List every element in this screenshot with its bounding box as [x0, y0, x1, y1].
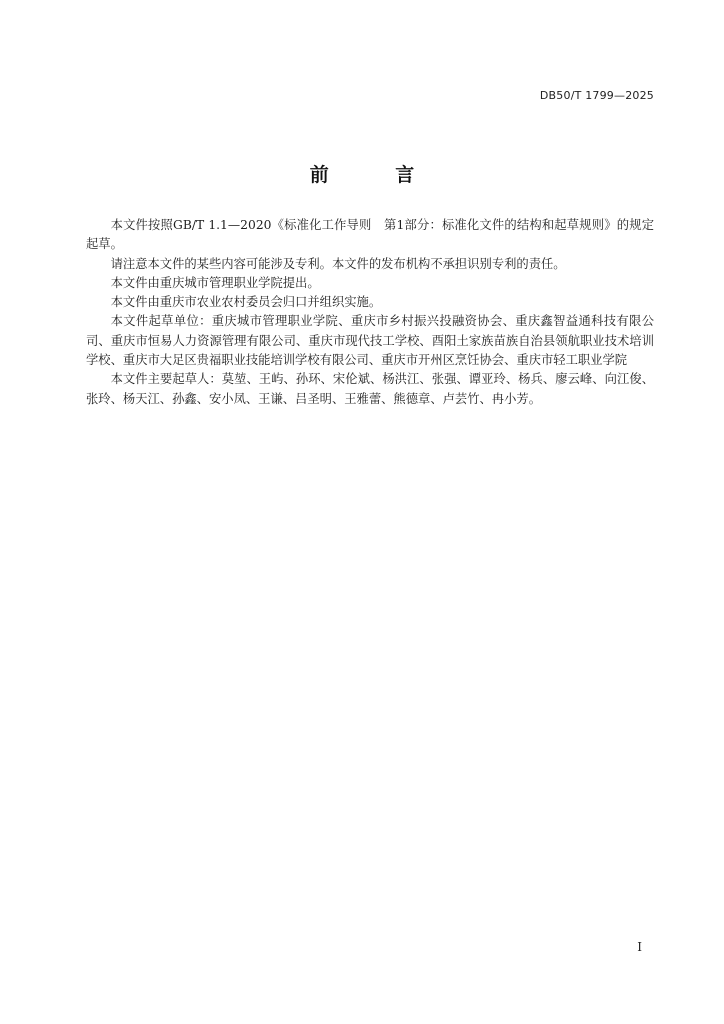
paragraph-drafting-units: 本文件起草单位：重庆城市管理职业学院、重庆市乡村振兴投融资协会、重庆鑫智益通科技有限公司、重庆市恒易人力资源管理有限公司、重庆市现代技工学校、酉阳土家族苗族自治县领航职业技术培训学校、重庆市大足区贵福职业技能培训学校有限公司、重庆市开州区烹饪协会、重庆市轻工职业学院	[86, 314, 654, 368]
paragraph-patent-notice: 请注意本文件的某些内容可能涉及专利。本文件的发布机构不承担识别专利的责任。	[110, 256, 566, 271]
foreword-body	[86, 216, 654, 409]
paragraph-administrator: 本文件由重庆市农业农村委员会归口并组织实施。	[110, 295, 382, 310]
paragraph-drafters: 本文件主要起草人：莫堃、王屿、孙环、宋伦斌、杨洪江、张强、谭亚玲、杨兵、廖云峰、向江俊、张玲、杨天江、孙鑫、安小凤、王谦、吕圣明、王雅蕾、熊德章、卢芸竹、冉小芳。	[86, 372, 654, 406]
paragraph-proposer: 本文件由重庆城市管理职业学院提出。	[110, 275, 320, 290]
paragraph-drafting-rules: 本文件按照GB/T 1.1—2020《标准化工作导则 第1部分：标准化文件的结构和起草规则》的规定起草。	[86, 218, 654, 252]
document-code: DB50/T 1799—2025	[539, 89, 654, 102]
page-title: 前 言	[309, 164, 445, 186]
page-number: I	[637, 940, 642, 954]
